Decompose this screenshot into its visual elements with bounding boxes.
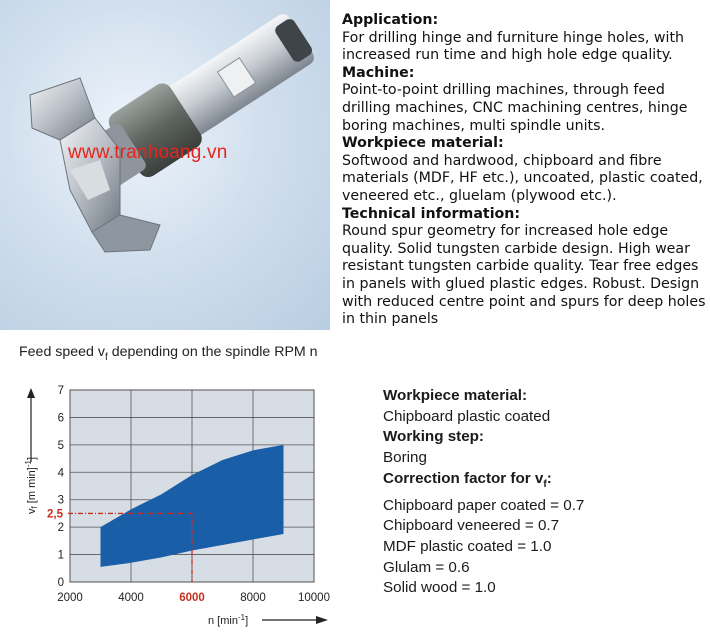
x-tick-label: 6000 <box>179 592 205 604</box>
section-heading: Workpiece material: <box>342 135 504 152</box>
param-heading-working-step: Working step: <box>383 428 484 446</box>
x-tick-label: 2000 <box>57 592 83 604</box>
section-workpiece-material <box>342 135 707 205</box>
y-tick-label: 7 <box>57 385 64 397</box>
hinge-drill-bit-image <box>0 0 330 330</box>
y-tick-label: 1 <box>57 549 64 562</box>
factor-item: Chipboard veneered = 0.7 <box>383 517 560 535</box>
feed-speed-chart <box>0 382 340 632</box>
watermark: www.tranhoang.vn <box>68 142 228 163</box>
section-heading: Application: <box>342 12 439 28</box>
chart-title <box>19 343 329 367</box>
y-tick-label: 6 <box>57 412 64 425</box>
param-value-workpiece: Chipboard plastic coated <box>383 407 551 425</box>
x-tick-label: 4000 <box>118 592 144 604</box>
param-heading-correction-factor: Correction factor for $v_f$: <box>383 469 552 490</box>
section-application <box>342 12 707 65</box>
factor-item: MDF plastic coated = 1.0 <box>383 537 552 555</box>
factor-item: Solid wood = 1.0 <box>383 579 496 597</box>
marker-y-label: 2,5 <box>47 508 63 521</box>
y-tick-label: 5 <box>57 439 64 452</box>
y-axis-arrow-head <box>27 388 35 398</box>
param-value-working-step: Boring <box>383 449 427 467</box>
x-tick-label: 8000 <box>240 592 266 604</box>
chart-title-suffix: depending on the spindle RPM n <box>107 344 318 360</box>
factor-item: Chipboard paper coated = 0.7 <box>383 496 585 514</box>
parameters-panel <box>383 386 584 599</box>
chart-title-prefix: Feed speed v <box>19 344 105 360</box>
section-heading: Machine: <box>342 64 415 81</box>
section-text: Round spur geometry for increased hole edge quality. Solid tungsten carbide design. High wear resistant tungsten carbide quality. Tear free edges in panels with glued plastic edges. Robust. Design with reduced centre point and spurs for deep holes in thin panels <box>342 223 706 328</box>
section-heading: Technical information: <box>342 205 521 222</box>
product-photo <box>0 0 330 330</box>
y-tick-label: 2 <box>57 522 64 535</box>
chart-title-subscript: f <box>104 351 108 363</box>
param-heading-workpiece: Workpiece material: <box>383 387 528 404</box>
y-axis-label: vf [m min]$^{-1}$] <box>24 456 39 514</box>
y-tick-label: 3 <box>57 494 64 507</box>
x-axis-label: n $[\min^{-1}]$ <box>208 613 249 627</box>
section-technical-information <box>342 206 707 329</box>
y-tick-label: 0 <box>57 577 64 589</box>
x-axis-arrow-head <box>316 616 328 624</box>
section-machine <box>342 65 707 135</box>
factor-item: Glulam = 0.6 <box>383 558 470 576</box>
section-text: Softwood and hardwood, chipboard and fibre materials (MDF, HF etc.), uncoated, plastic coated, veneered etc., gluelam (plywood etc.). <box>342 152 703 204</box>
y-tick-label: 4 <box>57 467 64 480</box>
product-description <box>342 12 707 329</box>
section-text: For drilling hinge and furniture hinge holes, with increased run time and high hole edge quality. <box>342 29 685 64</box>
section-text: Point-to-point drilling machines, through feed drilling machines, CNC machining centres, hinge boring machines, multi spindle units. <box>342 82 688 134</box>
x-tick-label: 10000 <box>298 592 330 604</box>
